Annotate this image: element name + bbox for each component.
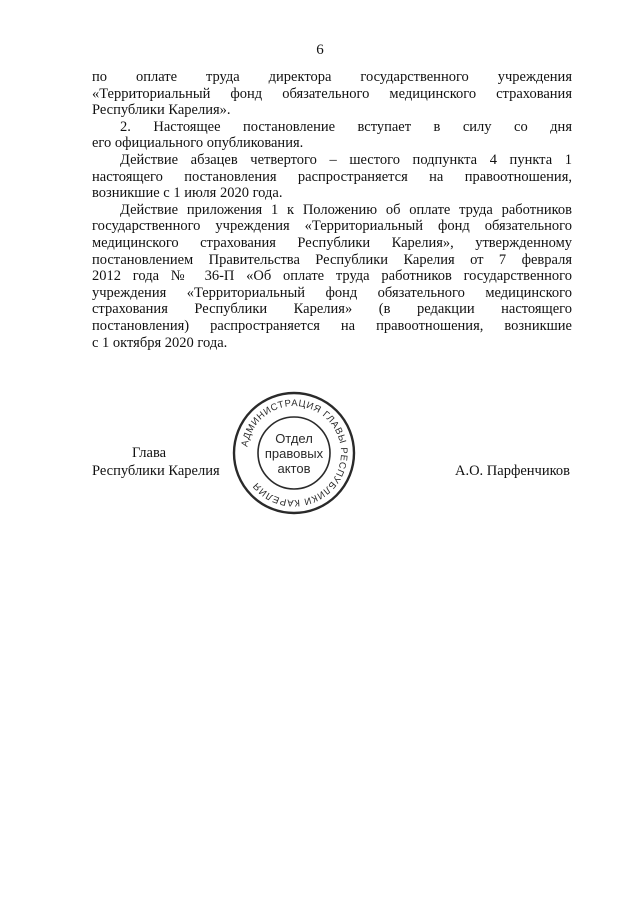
text-line: «Территориальный фонд обязательного медицинского страхования — [92, 85, 572, 102]
paragraph-effective-date — [92, 119, 572, 152]
text-line: возникшие с 1 июля 2020 года. — [92, 185, 283, 202]
text-line: страхования Республики Карелия» (в редакции настоящего — [92, 301, 572, 318]
text-line: учреждения «Территориальный фонд обязательного медицинского — [92, 284, 572, 301]
text-line: Действие абзацев четвертого – шестого подпункта 4 пункта 1 — [120, 151, 572, 168]
stamp-center-line-2: правовых — [264, 446, 324, 461]
official-stamp — [229, 388, 359, 518]
signatory-region: Республики Карелия — [92, 463, 220, 479]
text-line: по оплате труда директора государственного учреждения — [92, 69, 572, 85]
text-line: государственного учреждения «Территориальный фонд обязательного — [92, 218, 572, 235]
signatory-position: Глава — [132, 445, 167, 461]
text-line: Действие приложения 1 к Положению об оплате труда работников — [120, 201, 572, 218]
document-body — [92, 69, 572, 351]
signatory-name: А.О. Парфенчиков — [454, 463, 570, 479]
text-line: 2012 года № 36-П «Об оплате труда работников государственного — [92, 268, 572, 285]
text-line: медицинского страхования Республики Карелия», утвержденному — [92, 234, 572, 251]
signatory-title — [92, 444, 232, 480]
paragraph-october-2020 — [92, 202, 572, 351]
paragraph-july-2020 — [92, 152, 572, 202]
paragraph-salary-director — [92, 69, 572, 119]
text-line: с 1 октября 2020 года. — [92, 334, 228, 351]
page-number: 6 — [316, 42, 324, 58]
stamp-center-line-1: Отдел — [275, 431, 313, 446]
text-line: постановлением Правительства Республики Карелия от 7 февраля — [92, 251, 572, 268]
text-line: его официального опубликования. — [92, 135, 304, 152]
text-line: Республики Карелия». — [92, 102, 231, 119]
text-line: постановления) распространяется на правоотношения, возникшие — [92, 317, 572, 334]
text-line: настоящего постановления распространяется на правоотношения, — [92, 168, 572, 185]
stamp-center-line-3: актов — [277, 461, 311, 476]
stamp-ring-text: АДМИНИСТРАЦИЯ ГЛАВЫ РЕСПУБЛИКИ КАРЕЛИЯ — [239, 397, 350, 509]
text-line: 2. Настоящее постановление вступает в силу со дня — [120, 118, 572, 135]
